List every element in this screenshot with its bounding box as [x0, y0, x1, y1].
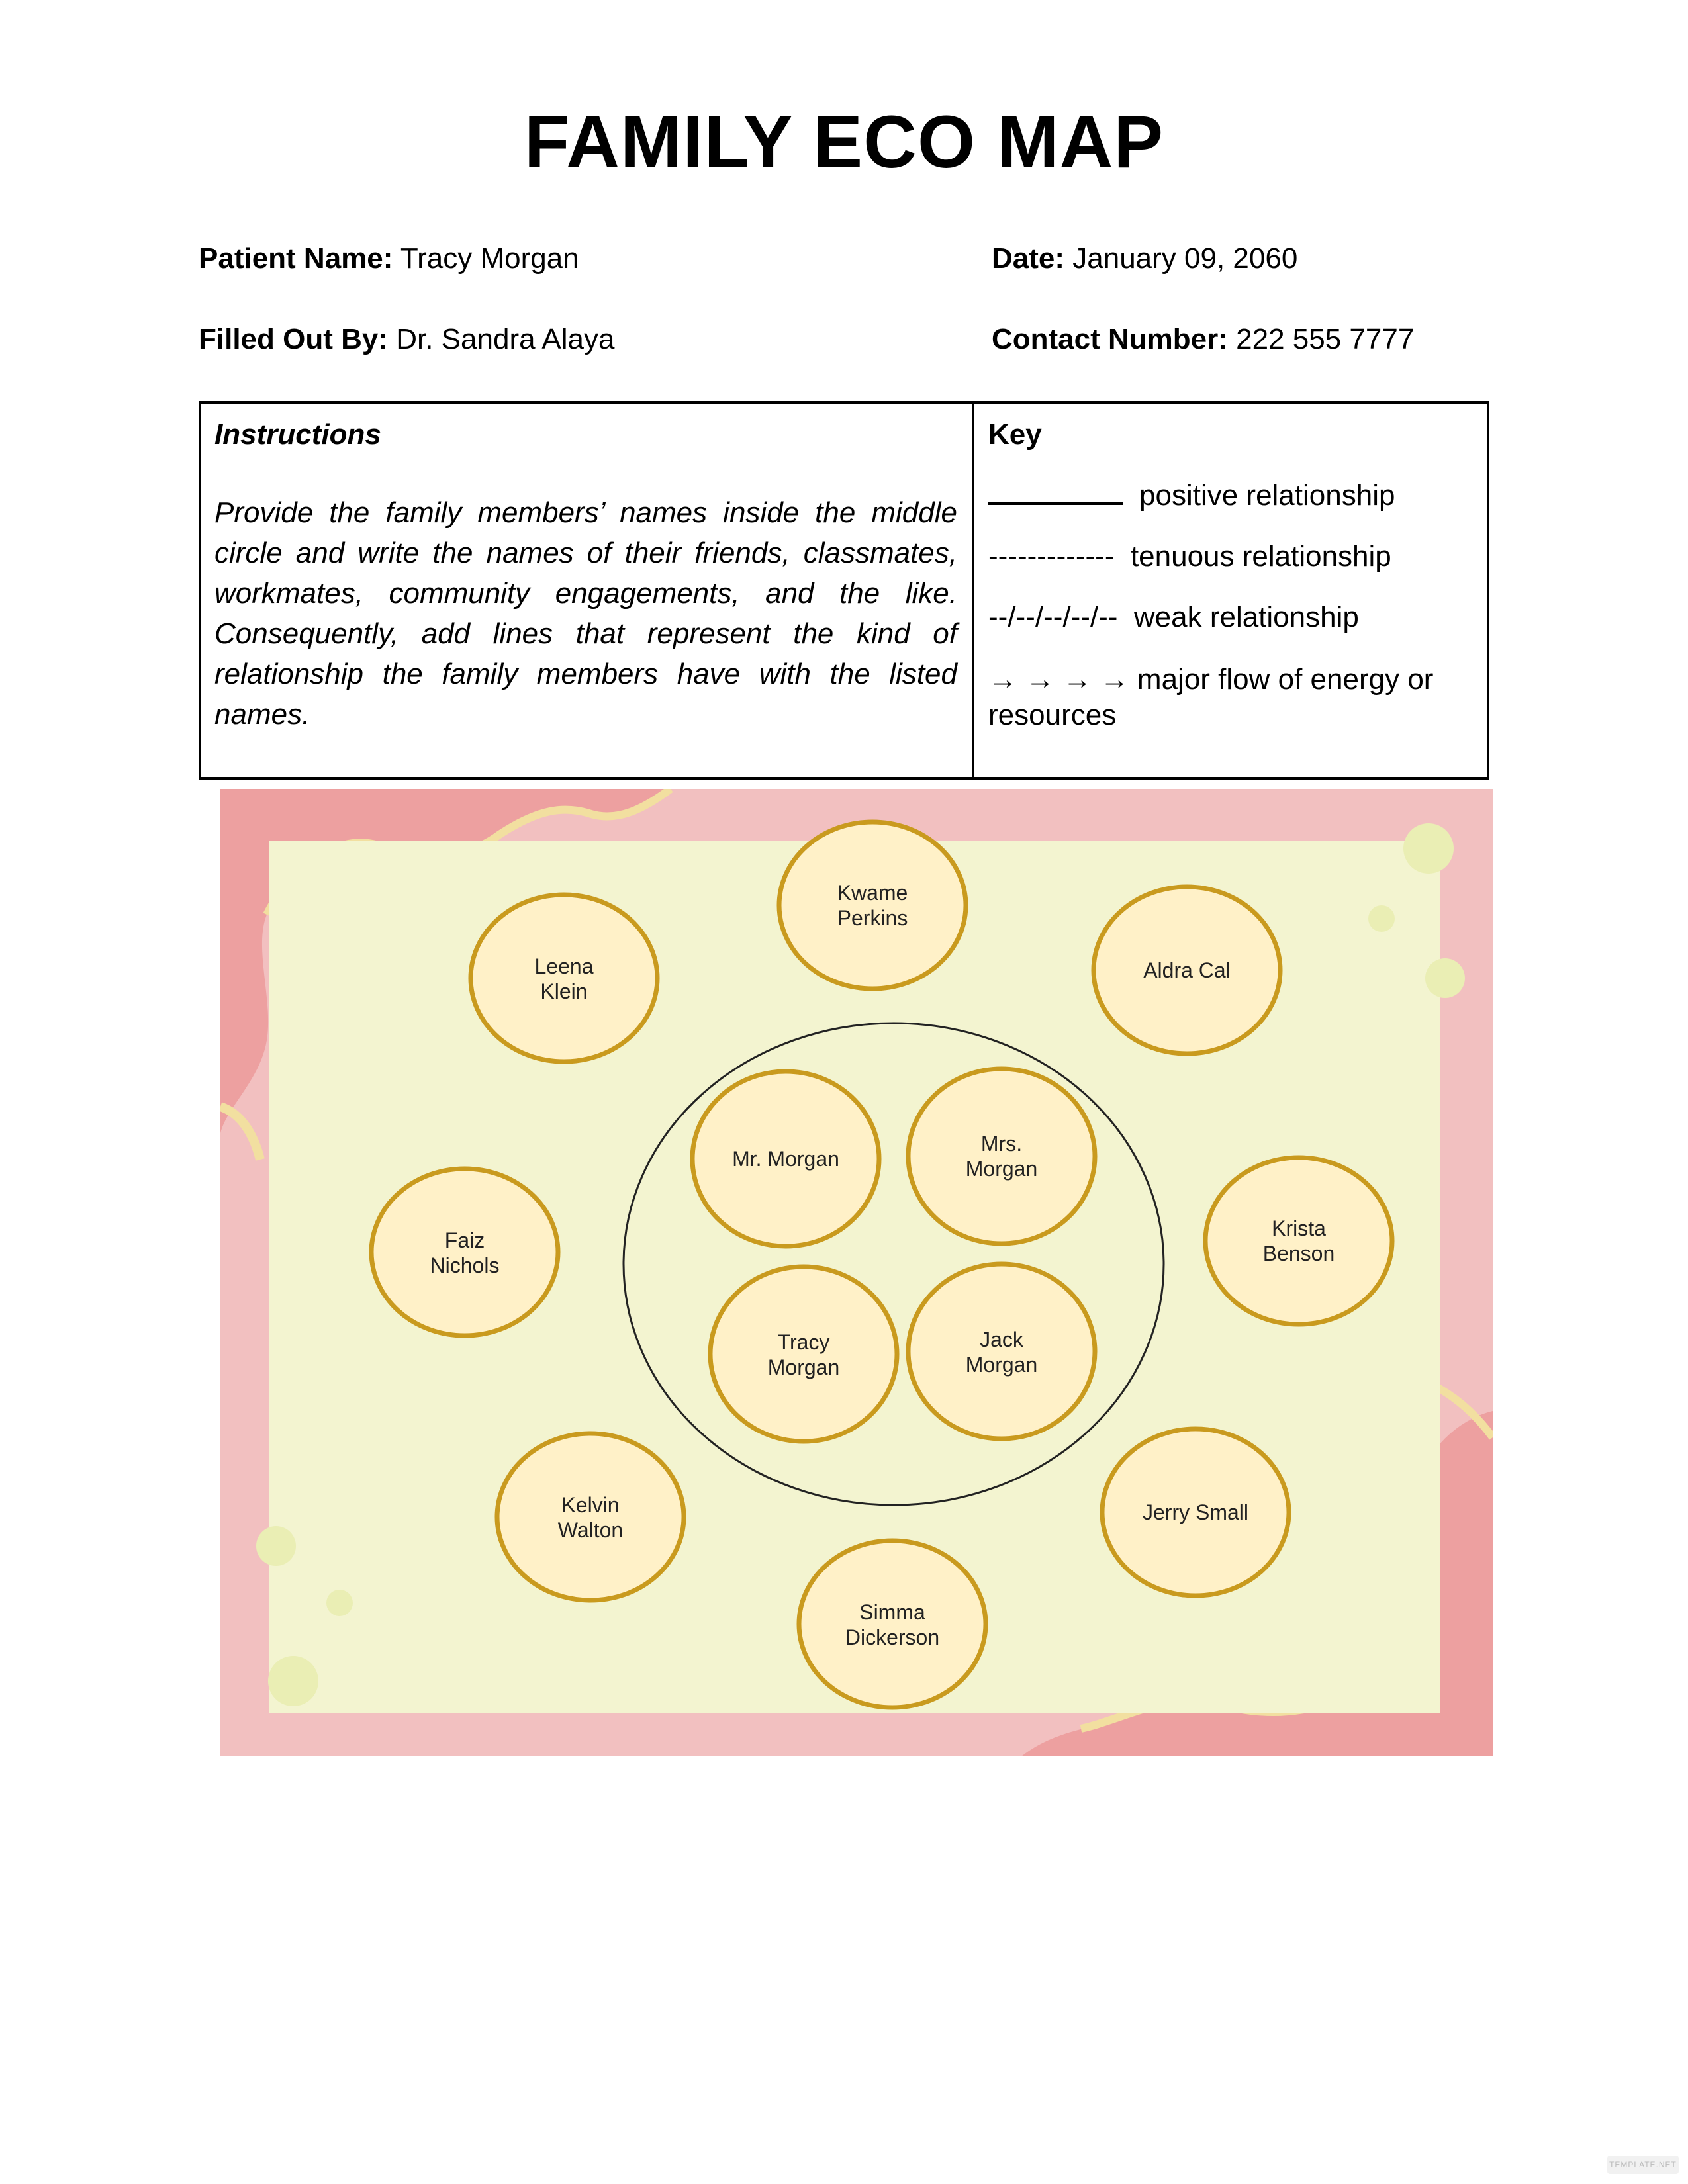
- key-label-positive: positive relationship: [1139, 479, 1395, 512]
- contact-kwame-perkins: [779, 822, 966, 989]
- filled-out-by-field: [199, 323, 614, 356]
- page-title: FAMILY ECO MAP: [524, 101, 1164, 183]
- circle-label: Mrs.: [980, 1132, 1023, 1156]
- circle-label: Dickerson: [845, 1625, 940, 1649]
- contact-aldra-cal: [1094, 887, 1280, 1054]
- circle-label: Leena: [534, 954, 594, 978]
- slashed-line-symbol: --/--/--/--/--: [988, 601, 1118, 633]
- contact-krista-benson: [1205, 1158, 1392, 1324]
- key-label-weak: weak relationship: [1133, 601, 1359, 633]
- family-member-mrs-morgan: [908, 1069, 1095, 1244]
- circle-label: Perkins: [837, 906, 908, 930]
- contact-number-field: [992, 323, 1414, 356]
- date-field: [992, 242, 1297, 275]
- family-member-mr-morgan: [692, 1071, 879, 1246]
- dot-decoration: [1368, 905, 1395, 932]
- dot-decoration: [1425, 958, 1465, 998]
- circle-label: Morgan: [965, 1157, 1038, 1181]
- key-label-tenuous: tenuous relationship: [1130, 540, 1391, 572]
- circle-label: Krista: [1272, 1216, 1326, 1240]
- circle-label: Morgan: [767, 1355, 840, 1379]
- contact-simma-dickerson: [799, 1541, 986, 1707]
- arrow-symbol: → → → →: [988, 663, 1129, 696]
- circle-label: Jerry Small: [1142, 1500, 1249, 1524]
- family-member-tracy-morgan: [710, 1267, 897, 1441]
- circle-label: Kwame: [837, 881, 908, 905]
- solid-line-icon: [988, 502, 1123, 505]
- instructions-cell: [201, 404, 974, 777]
- contact-leena-klein: [471, 895, 657, 1062]
- family-member-jack-morgan: [908, 1264, 1095, 1439]
- circle-label: Tracy: [777, 1330, 830, 1354]
- dot-decoration: [326, 1590, 353, 1616]
- date-label: Date:: [992, 242, 1065, 275]
- patient-name-label: Patient Name:: [199, 242, 393, 275]
- instructions-heading: Instructions: [214, 418, 381, 451]
- circle-label: Klein: [540, 979, 588, 1003]
- circle-label: Simma: [859, 1600, 925, 1624]
- contact-number-value: 222 555 7777: [1236, 323, 1415, 355]
- circle-label: Kelvin: [561, 1493, 620, 1517]
- dashed-line-symbol: -------------: [988, 540, 1115, 572]
- watermark-badge: TEMPLATE.NET: [1607, 2156, 1679, 2174]
- key-item-tenuous: [988, 540, 1474, 573]
- contact-jerry-small: [1102, 1429, 1289, 1596]
- key-label-flow: major flow of energy or resources: [988, 663, 1434, 731]
- date-value: January 09, 2060: [1072, 242, 1298, 275]
- dot-decoration: [268, 1656, 318, 1706]
- filled-out-by-value: Dr. Sandra Alaya: [396, 323, 615, 355]
- patient-name-value: Tracy Morgan: [400, 242, 579, 275]
- circle-label: Faiz: [444, 1228, 485, 1252]
- circle-label: Morgan: [965, 1353, 1038, 1377]
- key-item-weak: [988, 601, 1474, 634]
- key-item-positive: [988, 479, 1474, 512]
- circle-label: Walton: [557, 1518, 624, 1542]
- instructions-key-table: [199, 401, 1489, 780]
- dot-decoration: [256, 1526, 296, 1566]
- circle-label: Benson: [1262, 1242, 1335, 1265]
- key-heading: Key: [988, 418, 1042, 451]
- circle-label: Jack: [980, 1328, 1023, 1351]
- circle-label: Nichols: [430, 1253, 500, 1277]
- dot-decoration: [1403, 823, 1454, 874]
- contact-kelvin-walton: [497, 1433, 684, 1600]
- key-item-flow: [988, 662, 1474, 733]
- filled-out-by-label: Filled Out By:: [199, 323, 388, 355]
- circle-label: Mr. Morgan: [732, 1147, 839, 1171]
- instructions-text: Provide the family members’ names inside the middle circle and write the names of their friends, classmates, workmates, community engagements, and the like. Consequently, add lines that represent the kind of relationship the family members have with the listed names.: [214, 496, 957, 731]
- eco-map-diagram: [220, 789, 1493, 1756]
- patient-name-field: [199, 242, 579, 275]
- contact-faiz-nichols: [371, 1169, 558, 1336]
- contact-number-label: Contact Number:: [992, 323, 1228, 355]
- circle-label: Aldra Cal: [1143, 958, 1231, 982]
- key-cell: [974, 404, 1487, 777]
